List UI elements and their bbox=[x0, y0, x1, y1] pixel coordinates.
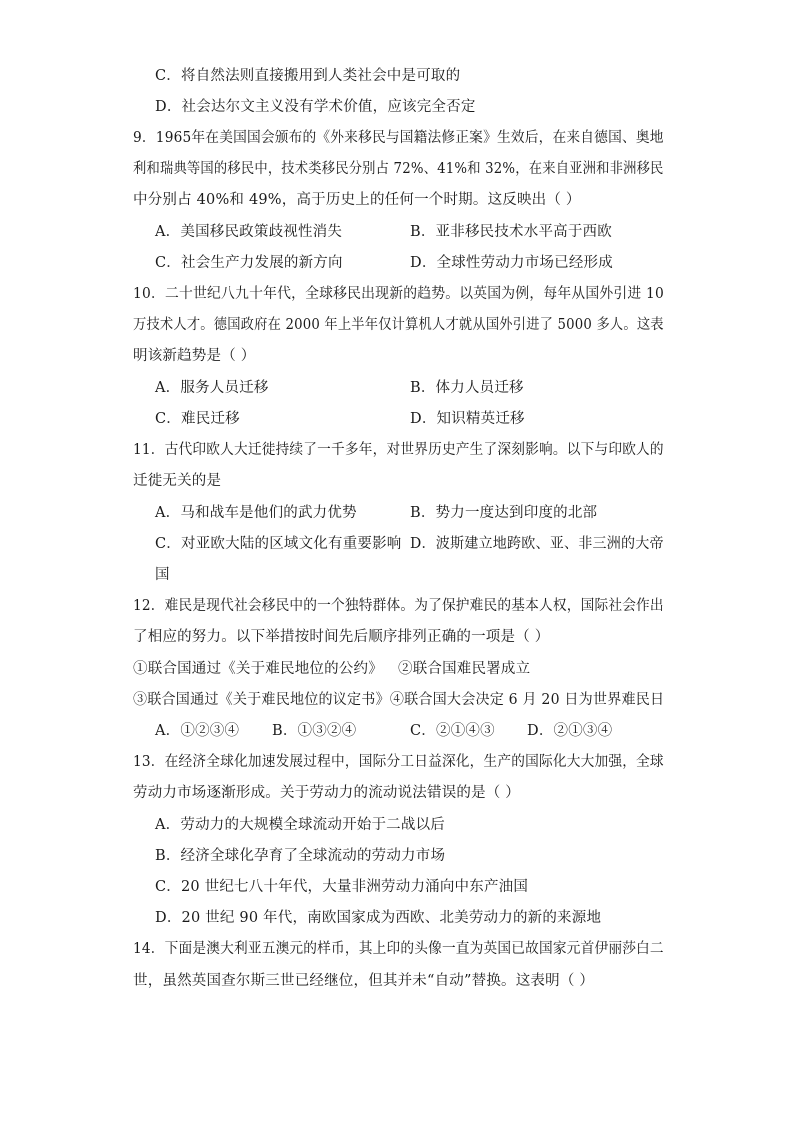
q10-option-c: C．难民迁移 bbox=[155, 411, 240, 427]
q9-stem-line-1: 9．1965年在美国国会颁布的《外来移民与国籍法修正案》生效后，在来自德国、奥地 bbox=[133, 130, 664, 146]
q8-option-c: C．将自然法则直接搬用到人类社会中是可取的 bbox=[155, 68, 461, 84]
q10-option-b: B．体力人员迁移 bbox=[410, 380, 524, 396]
q11-option-d-wrap: 国 bbox=[155, 567, 170, 583]
q12-item-1: ①联合国通过《关于难民地位的公约》 bbox=[133, 661, 383, 677]
q12-option-a: A．①②③④ bbox=[155, 723, 240, 739]
q11-option-b: B．势力一度达到印度的北部 bbox=[410, 505, 598, 521]
q9-option-a: A．美国移民政策歧视性消失 bbox=[155, 224, 343, 240]
q13-option-b: B．经济全球化孕育了全球流动的劳动力市场 bbox=[155, 848, 446, 864]
q13-stem-line-1: 13．在经济全球化加速发展过程中，国际分工日益深化，生产的国际化大大加强，全球 bbox=[133, 754, 664, 770]
q10-stem-line-3: 明该新趋势是（ ） bbox=[133, 348, 256, 364]
q10-option-a: A．服务人员迁移 bbox=[155, 380, 269, 396]
q14-stem-line-1: 14．下面是澳大利亚五澳元的样币，其上印的头像一直为英国已故国家元首伊丽莎白二 bbox=[133, 941, 664, 957]
q11-stem-line-1: 11．古代印欧人大迁徙持续了一千多年，对世界历史产生了深刻影响。以下与印欧人的 bbox=[133, 442, 664, 458]
q9-option-c: C．社会生产力发展的新方向 bbox=[155, 255, 343, 271]
q11-stem-line-2: 迁徙无关的是 bbox=[133, 473, 222, 489]
q12-item-2: ②联合国难民署成立 bbox=[398, 661, 531, 677]
q13-option-a: A．劳动力的大规模全球流动开始于二战以后 bbox=[155, 817, 445, 833]
q12-option-d: D．②①③④ bbox=[527, 723, 613, 739]
q12-items-3-4: ③联合国通过《关于难民地位的议定书》④联合国大会决定 6 月 20 日为世界难民日 bbox=[133, 692, 665, 708]
q13-option-d: D．20 世纪 90 年代，南欧国家成为西欧、北美劳动力的新的来源地 bbox=[155, 910, 602, 926]
q10-stem-line-2: 万技术人才。德国政府在 2000 年上半年仅计算机人才就从国外引进了 5000 多人。这表 bbox=[133, 317, 664, 333]
q9-option-d: D．全球性劳动力市场已经形成 bbox=[410, 255, 613, 271]
q11-option-d: D．波斯建立地跨欧、亚、非三洲的大帝 bbox=[410, 536, 664, 552]
q12-stem-line-1: 12．难民是现代社会移民中的一个独特群体。为了保护难民的基本人权，国际社会作出 bbox=[133, 598, 664, 614]
q10-option-d: D．知识精英迁移 bbox=[410, 411, 525, 427]
q9-stem-line-3: 中分别占 40%和 49%，高于历史上的任何一个时期。这反映出（ ） bbox=[133, 192, 581, 208]
q8-option-d: D．社会达尔文主义没有学术价值，应该完全否定 bbox=[155, 99, 476, 115]
q13-option-c: C．20 世纪七八十年代，大量非洲劳动力涌向中东产油国 bbox=[155, 879, 529, 895]
q11-option-c: C．对亚欧大陆的区域文化有重要影响 bbox=[155, 536, 402, 552]
q10-stem-line-1: 10．二十世纪八九十年代，全球移民出现新的趋势。以英国为例，每年从国外引进 10 bbox=[133, 286, 665, 302]
q13-stem-line-2: 劳动力市场逐渐形成。关于劳动力的流动说法错误的是（ ） bbox=[133, 785, 521, 801]
q12-option-c: C．②①④③ bbox=[410, 723, 495, 739]
q11-option-a: A．马和战车是他们的武力优势 bbox=[155, 505, 357, 521]
q12-option-b: B．①③②④ bbox=[272, 723, 357, 739]
q9-option-b: B．亚非移民技术水平高于西欧 bbox=[410, 224, 612, 240]
q14-stem-line-2: 世，虽然英国查尔斯三世已经继位，但其并未“自动”替换。这表明（ ） bbox=[133, 973, 595, 989]
q12-stem-line-2: 了相应的努力。以下举措按时间先后顺序排列正确的一项是（ ） bbox=[133, 629, 550, 645]
q9-stem-line-2: 利和瑞典等国的移民中，技术类移民分别占 72%、41%和 32%，在来自亚洲和非洲移民 bbox=[133, 161, 664, 177]
